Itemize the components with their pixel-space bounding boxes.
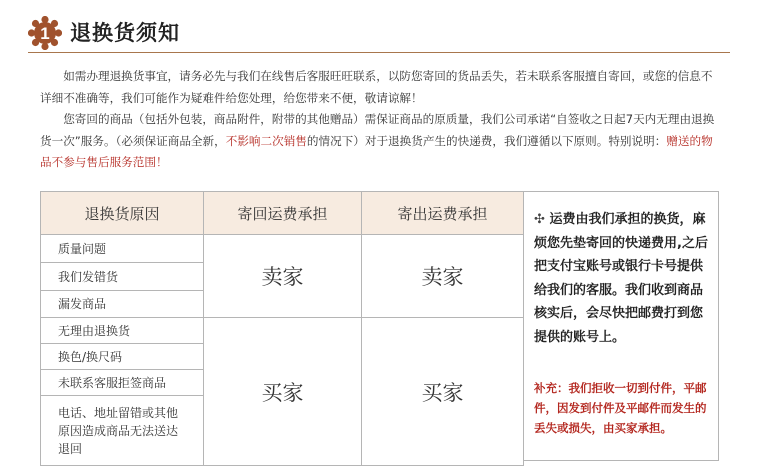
policy-text (40, 66, 724, 174)
policy-line-1: 如需办理退换货事宜，请务必先与我们在线售后客服旺旺联系，以防您寄回的货品丢失，若未联系客服擅自寄回，或您的信息不详细不准确等，我们可能作为疑难件给您处理，给您带来不便，敬请谅解！ (40, 69, 713, 105)
return-payer-cell: 买家 (204, 318, 362, 466)
section-header (28, 14, 728, 54)
reason-cell (41, 235, 204, 318)
note-main-text: 运费由我们承担的换货，麻烦您先垫寄回的快递费用,之后把支付宝账号或银行卡号提供给我们的客服。我们收到商品核实后，会尽快把邮费打到您提供的账号上。 (534, 212, 708, 345)
table-row (41, 235, 524, 318)
star-icon: ✣ (534, 212, 545, 227)
shipping-note-box (523, 191, 719, 461)
policy-highlight-resale: 不影响二次销售 (225, 133, 307, 148)
return-policy-table (40, 191, 524, 466)
page-title: 退换货须知 (70, 21, 180, 45)
policy-line-2-part-2: 的情况下）对于退换货产生的快递费，我们遵循以下原则。特别说明： (306, 133, 667, 148)
number-badge-icon (28, 16, 62, 50)
policy-line-2-part-1: 您寄回的商品（包括外包装，商品附件，附带的其他赠品）需保证商品的原质量，我们公司承诺“自签收之日起7天内无理由退换货一次”服务。（必须保证商品全新， (40, 112, 715, 148)
list-item: 质量问题 (41, 235, 203, 263)
list-item: 无理由退换货 (41, 318, 203, 344)
header-divider (28, 52, 730, 53)
badge-number: 1 (40, 24, 50, 43)
reason-cell (41, 318, 204, 466)
list-item: 我们发错货 (41, 263, 203, 291)
return-payer-cell: 卖家 (204, 235, 362, 318)
note-supplement: 补充：我们拒收一切到付件，平邮件，因发到付件及平邮件而发生的丢失或损失，由买家承担。 (534, 381, 707, 435)
list-item: 换色/换尺码 (41, 344, 203, 370)
header-reason: 退换货原因 (41, 192, 204, 235)
reason-list (41, 318, 203, 465)
table-row (41, 318, 524, 466)
table-header-row (41, 192, 524, 235)
list-item: 电话、地址留错或其他原因造成商品无法送达退回 (58, 405, 179, 456)
send-payer-cell: 买家 (362, 318, 524, 466)
header-return-shipping: 寄回运费承担 (204, 192, 362, 235)
policy-paragraph-1 (40, 66, 724, 109)
policy-highlight-gifts: 赠送的物品不参与售后服务范围！ (40, 133, 713, 169)
policy-paragraph-2 (40, 109, 724, 174)
reason-list (41, 235, 203, 317)
list-item: 未联系客服拒签商品 (41, 370, 203, 396)
send-payer-cell: 卖家 (362, 235, 524, 318)
header-send-shipping: 寄出运费承担 (362, 192, 524, 235)
note-main (534, 208, 714, 349)
list-item: 漏发商品 (58, 297, 107, 311)
